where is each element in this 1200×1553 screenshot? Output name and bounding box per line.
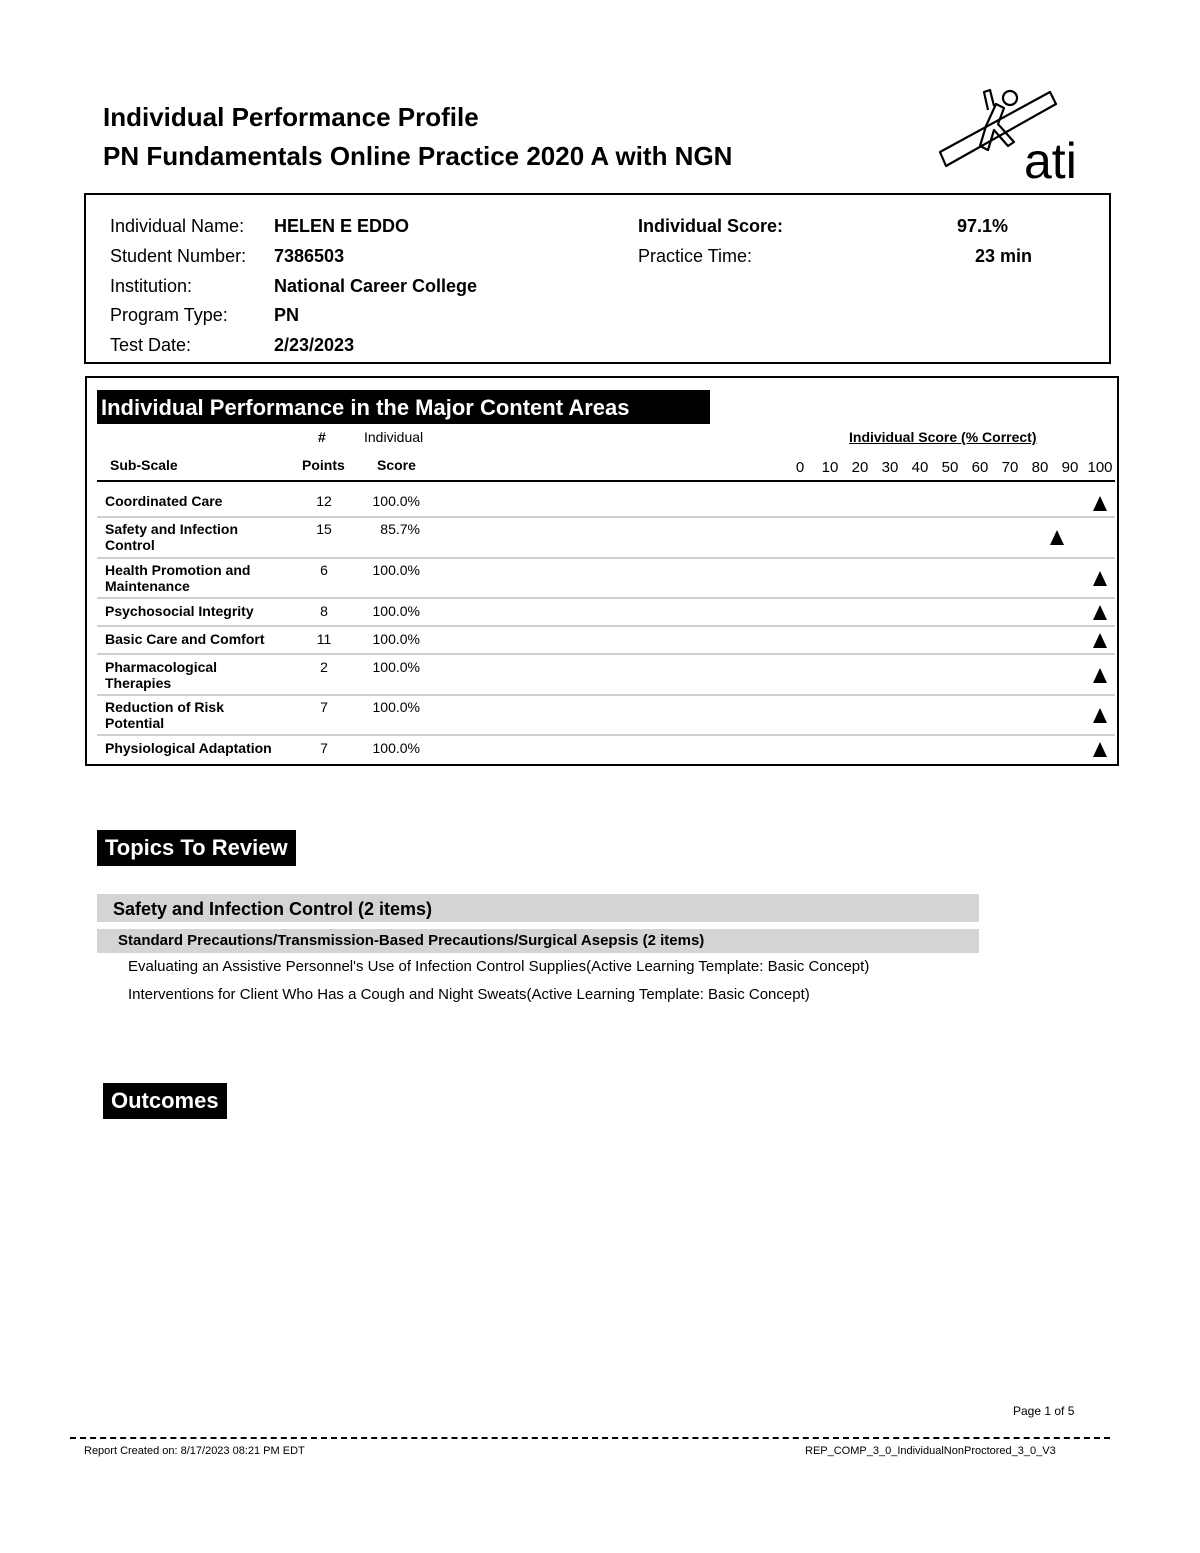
name-label: Individual Name: [110,216,245,236]
program-type-value: PN [274,305,300,325]
topic-item: Interventions for Client Who Has a Cough and Night Sweats(Active Learning Template: Basic Concept) [128,986,810,1003]
row-divider [97,653,1115,655]
subscale-points: 15 [316,521,332,537]
scale-tick: 60 [971,459,989,476]
individual-score-value: 97.1% [957,216,1009,236]
logo-text: ati [1024,133,1077,184]
subscale-score: 100.0% [372,603,420,619]
subscale-score: 85.7% [380,521,420,537]
subscale-score: 100.0% [372,493,420,509]
assessment-title: PN Fundamentals Online Practice 2020 A with NGN [103,141,733,171]
subscale-score: 100.0% [372,659,420,675]
subscale-name: Pharmacological Therapies [105,659,218,691]
score-marker [1093,605,1107,620]
subscale-points: 11 [316,631,332,647]
score-marker [1093,633,1107,648]
practice-time-value: 23 min [975,246,1033,266]
topic-subcategory-bar [97,929,979,953]
subscale-points: 7 [320,740,328,756]
scale-tick: 70 [1001,459,1019,476]
subscale-name: Basic Care and Comfort [105,631,265,647]
outcomes-heading: Outcomes [103,1083,227,1119]
report-id: REP_COMP_3_0_IndividualNonProctored_3_0_V3 [805,1445,1056,1457]
topic-item: Evaluating an Assistive Personnel's Use of Infection Control Supplies(Active Learning Template: Basic Concept) [128,958,870,975]
student-number-label: Student Number: [110,246,247,266]
col-points-header: Points [302,457,345,473]
score-marker [1093,571,1107,586]
name-value: HELEN E EDDO [274,216,410,236]
scale-tick: 100 [1087,459,1113,476]
report-title: Individual Performance Profile [103,102,479,132]
subscale-points: 8 [320,603,328,619]
subscale-points: 12 [316,493,332,509]
scale-tick: 50 [941,459,959,476]
report-created: Report Created on: 8/17/2023 08:21 PM EDT [84,1445,305,1457]
performance-heading: Individual Performance in the Major Content Areas [97,390,710,424]
practice-time-label: Practice Time: [638,246,753,266]
footer-divider [70,1437,1110,1439]
subscale-name: Physiological Adaptation [105,740,272,756]
row-divider [97,734,1115,736]
individual-score-label: Individual Score: [638,216,784,236]
row-divider [97,597,1115,599]
subscale-score: 100.0% [372,631,420,647]
subscale-name: Health Promotion and Maintenance [105,562,251,594]
program-type-label: Program Type: [110,305,228,325]
topic-subcategory: Standard Precautions/Transmission-Based Precautions/Surgical Asepsis (2 items) [118,932,705,949]
subscale-name: Coordinated Care [105,493,223,509]
scale-tick: 90 [1061,459,1079,476]
institution-value: National Career College [274,276,478,296]
topic-category: Safety and Infection Control (2 items) [113,899,433,919]
row-divider [97,516,1115,518]
topic-category-bar [97,894,979,922]
score-marker [1050,530,1064,545]
score-marker [1093,742,1107,757]
topics-heading: Topics To Review [97,830,296,866]
row-divider [97,694,1115,696]
subscale-points: 2 [320,659,328,675]
scale-tick: 30 [881,459,899,476]
scale-tick: 40 [911,459,929,476]
page-number: Page 1 of 5 [1013,1404,1075,1418]
institution-label: Institution: [110,276,193,296]
subscale-score: 100.0% [372,699,420,715]
subscale-score: 100.0% [372,562,420,578]
subscale-points: 7 [320,699,328,715]
subscale-name: Psychosocial Integrity [105,603,254,619]
header-rule [97,480,1115,482]
test-date-label: Test Date: [110,335,192,355]
col-score-header: Score [377,457,416,473]
score-scale-title: Individual Score (% Correct) [849,429,1037,445]
score-marker [1093,668,1107,683]
scale-tick: 10 [821,459,839,476]
score-marker [1093,496,1107,511]
test-date-value: 2/23/2023 [274,335,355,355]
subscale-score: 100.0% [372,740,420,756]
ati-logo [932,84,1108,184]
scale-tick: 80 [1031,459,1049,476]
scale-tick: 0 [795,459,805,476]
row-divider [97,557,1115,559]
subscale-points: 6 [320,562,328,578]
subscale-name: Safety and Infection Control [105,521,239,553]
student-number-value: 7386503 [274,246,345,266]
col-individual-header: Individual [364,429,424,445]
row-divider [97,625,1115,627]
scale-tick: 20 [851,459,869,476]
col-hash-header: # [318,429,326,445]
subscale-name: Reduction of Risk Potential [105,699,225,731]
score-marker [1093,708,1107,723]
col-subscale-header: Sub-Scale [110,457,178,473]
